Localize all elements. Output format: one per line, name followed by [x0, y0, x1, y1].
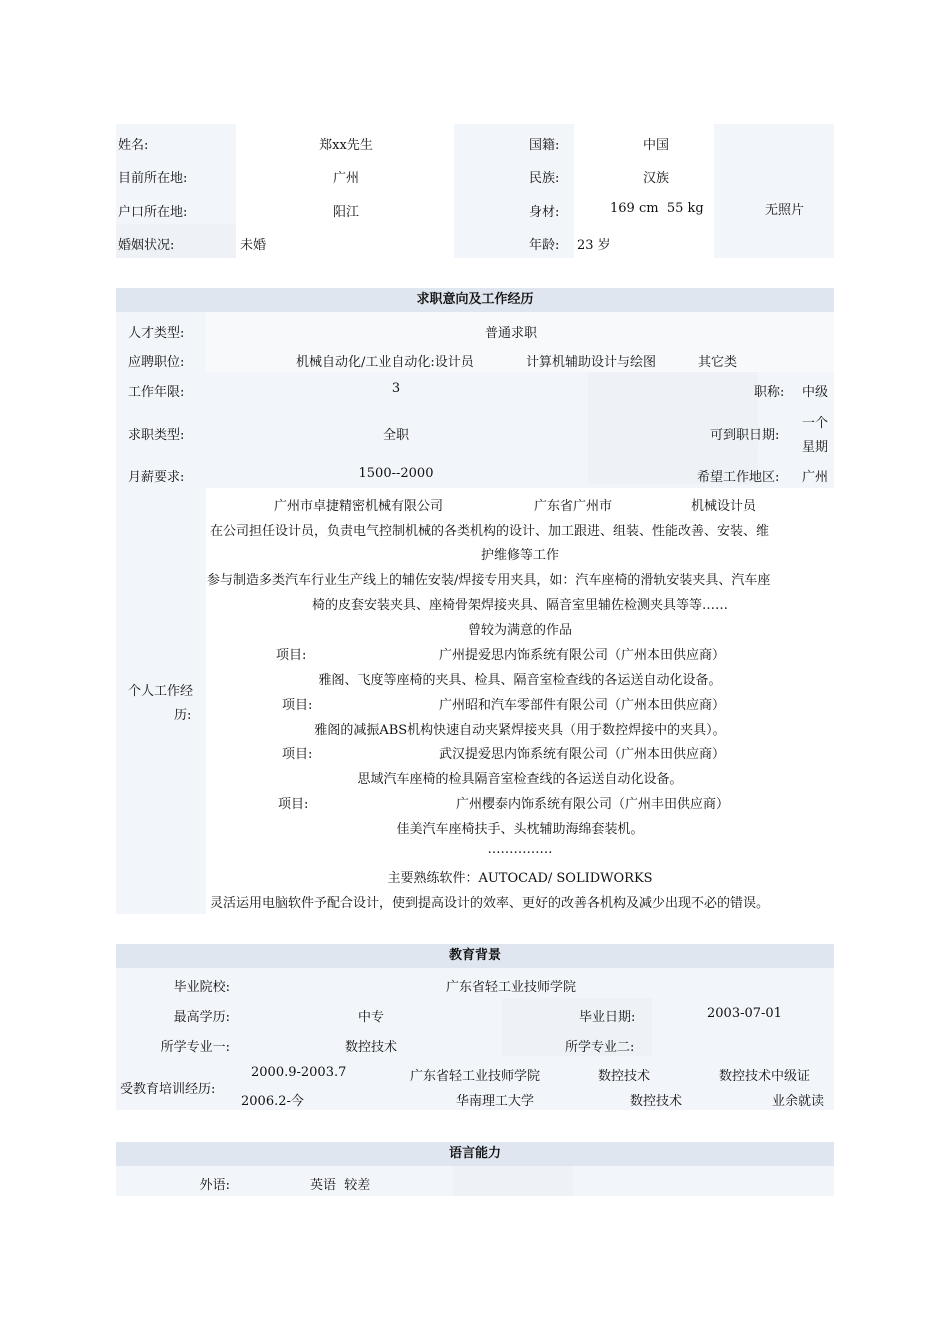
- body-label: 身材:: [529, 205, 560, 220]
- experience-ellipsis: ……………: [487, 842, 553, 857]
- body-value: 169 cm 55 kg: [610, 201, 704, 216]
- foreign-language-label: 外语:: [199, 1178, 230, 1193]
- project-label: 项目:: [282, 698, 313, 713]
- position-label: 应聘职位:: [128, 355, 185, 370]
- school-value: 广东省轻工业技师学院: [445, 980, 576, 995]
- experience-line: 椅的皮套安装夹具、座椅骨架焊接夹具、隔音室里辅佐检测夹具等等……: [311, 598, 728, 613]
- marital-value: 未婚: [240, 238, 267, 253]
- closing-line: 灵活运用电脑软件予配合设计，使到提高设计的效率、更好的改善各机构及减少出现不必的错误。: [210, 896, 770, 911]
- name-label: 姓名:: [118, 138, 149, 153]
- age-label: 年龄:: [529, 238, 560, 253]
- location-value: 广州: [332, 171, 359, 186]
- experience-label-line2: 历:: [174, 708, 192, 723]
- position-item: 其它类: [698, 355, 738, 370]
- project-label: 项目:: [282, 747, 313, 762]
- project-label: 项目:: [278, 797, 309, 812]
- position-item: 机械自动化/工业自动化:设计员: [296, 355, 474, 370]
- education-block: [116, 968, 834, 1110]
- location-label: 目前所在地:: [118, 171, 188, 186]
- grad-date-value: 2003-07-01: [707, 1006, 782, 1021]
- experience-line: 在公司担任设计员，负责电气控制机械的各类机构的设计、加工跟进、组装、性能改善、安装、维: [210, 524, 770, 539]
- project-company: 广州提爱思内饰系统有限公司（广州本田供应商）: [439, 648, 726, 663]
- personal-info-block: [116, 124, 834, 258]
- job-type-label: 求职类型:: [128, 428, 185, 443]
- training-note: 数控技术中级证: [719, 1069, 811, 1084]
- training-label: 受教育培训经历:: [120, 1082, 216, 1097]
- project-description: 思域汽车座椅的检具隔音室检查线的各运送自动化设备。: [357, 772, 683, 787]
- project-company: 广州昭和汽车零部件有限公司（广州本田供应商）: [439, 698, 726, 713]
- available-value-line2: 星期: [802, 440, 829, 455]
- language-section-header: 语言能力: [116, 1142, 834, 1166]
- foreign-language-value: 英语 较差: [310, 1178, 371, 1193]
- title-value: 中级: [802, 385, 829, 400]
- available-value-line1: 一个: [802, 416, 829, 431]
- job-type-value: 全职: [382, 428, 409, 443]
- photo-placeholder: 无照片: [765, 203, 805, 218]
- nationality-label: 国籍:: [529, 138, 560, 153]
- hukou-label: 户口所在地:: [118, 205, 188, 220]
- project-label: 项目:: [276, 648, 307, 663]
- training-major: 数控技术: [598, 1069, 651, 1084]
- name-value: 郑xx先生: [319, 138, 373, 153]
- project-description: 雅阁的减振ABS机构快速自动夹紧焊接夹具（用于数控焊接中的夹具）。: [314, 723, 726, 738]
- ethnicity-value: 汉族: [642, 171, 669, 186]
- region-value: 广州: [802, 470, 829, 485]
- training-period: 2000.9-2003.7: [251, 1065, 347, 1080]
- experience-line: 曾较为满意的作品: [467, 623, 572, 638]
- training-school: 广东省轻工业技师学院: [410, 1069, 541, 1084]
- experience-role: 机械设计员: [691, 499, 757, 514]
- major1-value: 数控技术: [344, 1040, 397, 1055]
- degree-value: 中专: [357, 1010, 384, 1025]
- project-company: 武汉提爱思内饰系统有限公司（广州本田供应商）: [439, 747, 726, 762]
- training-school: 华南理工大学: [456, 1094, 535, 1109]
- experience-line: 参与制造多类汽车行业生产线上的辅佐安装/焊接专用夹具，如：汽车座椅的滑轨安装夹具、汽车座: [207, 573, 771, 588]
- salary-value: 1500--2000: [358, 466, 434, 481]
- degree-label: 最高学历:: [173, 1010, 230, 1025]
- experience-label-line1: 个人工作经: [128, 684, 194, 699]
- training-note: 业余就读: [772, 1094, 825, 1109]
- intent-block: [116, 312, 834, 914]
- experience-city: 广东省广州市: [534, 499, 613, 514]
- intent-section-header: 求职意向及工作经历: [116, 288, 834, 312]
- salary-label: 月薪要求:: [128, 470, 185, 485]
- experience-line: 护维修等工作: [480, 548, 559, 563]
- language-block: [116, 1166, 834, 1196]
- nationality-value: 中国: [642, 138, 669, 153]
- talent-type-label: 人才类型:: [128, 326, 185, 341]
- ethnicity-label: 民族:: [529, 171, 560, 186]
- software-line: 主要熟练软件：AUTOCAD/ SOLIDWORKS: [387, 871, 653, 886]
- training-major: 数控技术: [630, 1094, 683, 1109]
- training-period: 2006.2-今: [241, 1094, 304, 1109]
- age-value: 23 岁: [577, 238, 611, 253]
- experience-company: 广州市卓捷精密机械有限公司: [274, 499, 444, 514]
- project-description: 雅阁、飞度等座椅的夹具、检具、隔音室检查线的各运送自动化设备。: [318, 673, 722, 688]
- talent-type-value: 普通求职: [484, 326, 537, 341]
- position-item: 计算机辅助设计与绘图: [526, 355, 657, 370]
- title-label: 职称:: [754, 385, 785, 400]
- major1-label: 所学专业一:: [160, 1040, 230, 1055]
- grad-date-label: 毕业日期:: [579, 1010, 636, 1025]
- education-section-header: 教育背景: [116, 944, 834, 968]
- years-label: 工作年限:: [128, 385, 185, 400]
- school-label: 毕业院校:: [173, 980, 230, 995]
- hukou-value: 阳江: [332, 205, 359, 220]
- marital-label: 婚姻状况:: [118, 238, 175, 253]
- region-label: 希望工作地区:: [697, 470, 780, 485]
- years-value: 3: [391, 381, 401, 396]
- project-description: 佳美汽车座椅扶手、头枕辅助海绵套装机。: [396, 822, 644, 837]
- major2-label: 所学专业二:: [565, 1040, 635, 1055]
- available-label: 可到职日期:: [710, 428, 780, 443]
- project-company: 广州樱泰内饰系统有限公司（广州丰田供应商）: [456, 797, 730, 812]
